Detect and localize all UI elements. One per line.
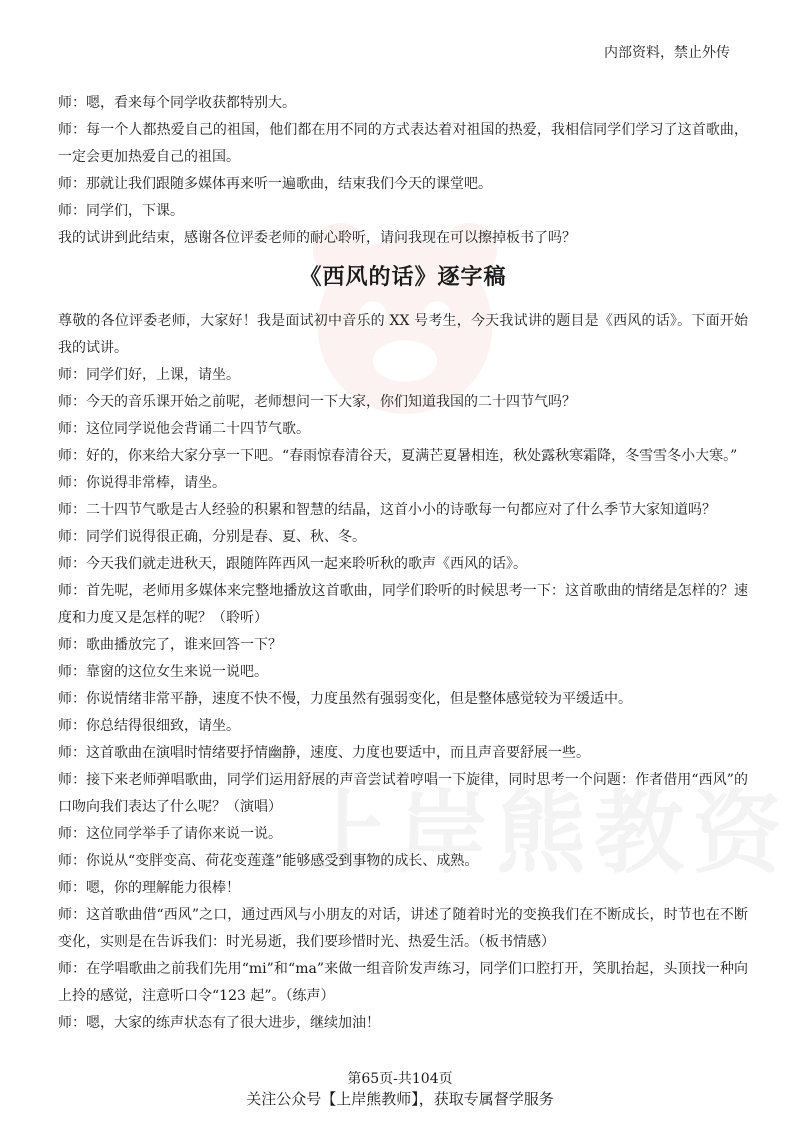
- paragraph: 师：这首歌曲借“西风”之口，通过西风与小朋友的对话，讲述了随着时光的变换我们在不断成长，时节也在不断变化，实则是在告诉我们：时光易逝，我们要珍惜时光、热爱生活。（板书情感）: [58, 907, 748, 950]
- paragraph: 师：你说从“变胖变高、荷花变莲蓬”能够感受到事物的成长、成熟。: [58, 853, 479, 869]
- paragraph: 师：首先呢，老师用多媒体来完整地播放这首歌曲，同学们聆听的时候思考一下：这首歌曲的情绪是怎样的？速度和力度又是怎样的呢？（聆听）: [58, 583, 748, 626]
- paragraph: 师：同学们，下课。: [58, 203, 184, 219]
- promo-text: 关注公众号【上岸熊教师】，获取专属督学服务: [246, 1090, 554, 1108]
- paragraph: 师：靠窗的这位女生来说一说吧。: [58, 664, 268, 680]
- paragraph: 师：歌曲播放完了，谁来回答一下？: [58, 637, 282, 653]
- transcript-section: [58, 308, 748, 1037]
- paragraph: 师：你说得非常棒，请坐。: [58, 475, 226, 491]
- paragraph: 师：二十四节气歌是古人经验的积累和智慧的结晶，这首小小的诗歌每一句都应对了什么季节大家知道吗？: [58, 502, 716, 518]
- paragraph: 师：今天我们就走进秋天，跟随阵阵西风一起来聆听秋的歌声《西风的话》。: [58, 556, 527, 572]
- paragraph: 师：好的，你来给大家分享一下吧。“春雨惊春清谷天，夏满芒夏暑相连，秋处露秋寒霜降，冬雪雪冬小大寒。”: [58, 448, 738, 464]
- paragraph: 我的试讲到此结束，感谢各位评委老师的耐心聆听，请问我现在可以擦掉板书了吗？: [58, 230, 576, 246]
- paragraph: 师：你说情绪非常平静，速度不快不慢，力度虽然有强弱变化，但是整体感觉较为平缓适中。: [58, 691, 632, 707]
- paragraph: 师：嗯，大家的练声状态有了很大进步，继续加油！: [58, 1015, 380, 1031]
- paragraph: 师：嗯，看来每个同学收获都特别大。: [58, 95, 296, 111]
- document-body: [58, 90, 748, 1037]
- paragraph: 师：那就让我们跟随多媒体再来听一遍歌曲，结束我们今天的课堂吧。: [58, 176, 492, 192]
- paragraph: 师：今天的音乐课开始之前呢，老师想问一下大家，你们知道我国的二十四节气吗？: [58, 394, 576, 410]
- page-footer: [0, 1070, 800, 1110]
- section-title: 《西风的话》逐字稿: [299, 265, 507, 290]
- paragraph: 师：这首歌曲在演唱时情绪要抒情幽静，速度、力度也要适中，而且声音要舒展一些。: [58, 745, 590, 761]
- paragraph: 师：这位同学说他会背诵二十四节气歌。: [58, 421, 310, 437]
- paragraph: 师：同学们说得很正确，分别是春、夏、秋、冬。: [58, 529, 366, 545]
- paragraph: 师：这位同学举手了请你来说一说。: [58, 826, 282, 842]
- paragraph: 师：同学们好，上课，请坐。: [58, 367, 240, 383]
- paragraph: 师：嗯，你的理解能力很棒！: [58, 880, 240, 896]
- confidential-note: 内部资料，禁止外传: [604, 45, 730, 61]
- paragraph: 师：接下来老师弹唱歌曲，同学们运用舒展的声音尝试着哼唱一下旋律，同时思考一个问题：作者借用“西风”的口吻向我们表达了什么呢？（演唱）: [58, 772, 748, 815]
- paragraph: 师：每一个人都热爱自己的祖国，他们都在用不同的方式表达着对祖国的热爱，我相信同学们学习了这首歌曲，一定会更加热爱自己的祖国。: [58, 122, 748, 165]
- top-section: [58, 90, 748, 252]
- page-number: 第65页-共104页: [347, 1071, 453, 1087]
- paragraph: 尊敬的各位评委老师，大家好！我是面试初中音乐的 XX 号考生，今天我试讲的题目是《西风的话》。下面开始我的试讲。: [58, 313, 748, 356]
- paragraph: 师：在学唱歌曲之前我们先用“mi”和“ma”来做一组音阶发声练习，同学们口腔打开，笑肌抬起，头顶找一种向上拎的感觉，注意听口令“123 起”。（练声）: [58, 961, 748, 1004]
- paragraph: 师：你总结得很细致，请坐。: [58, 718, 240, 734]
